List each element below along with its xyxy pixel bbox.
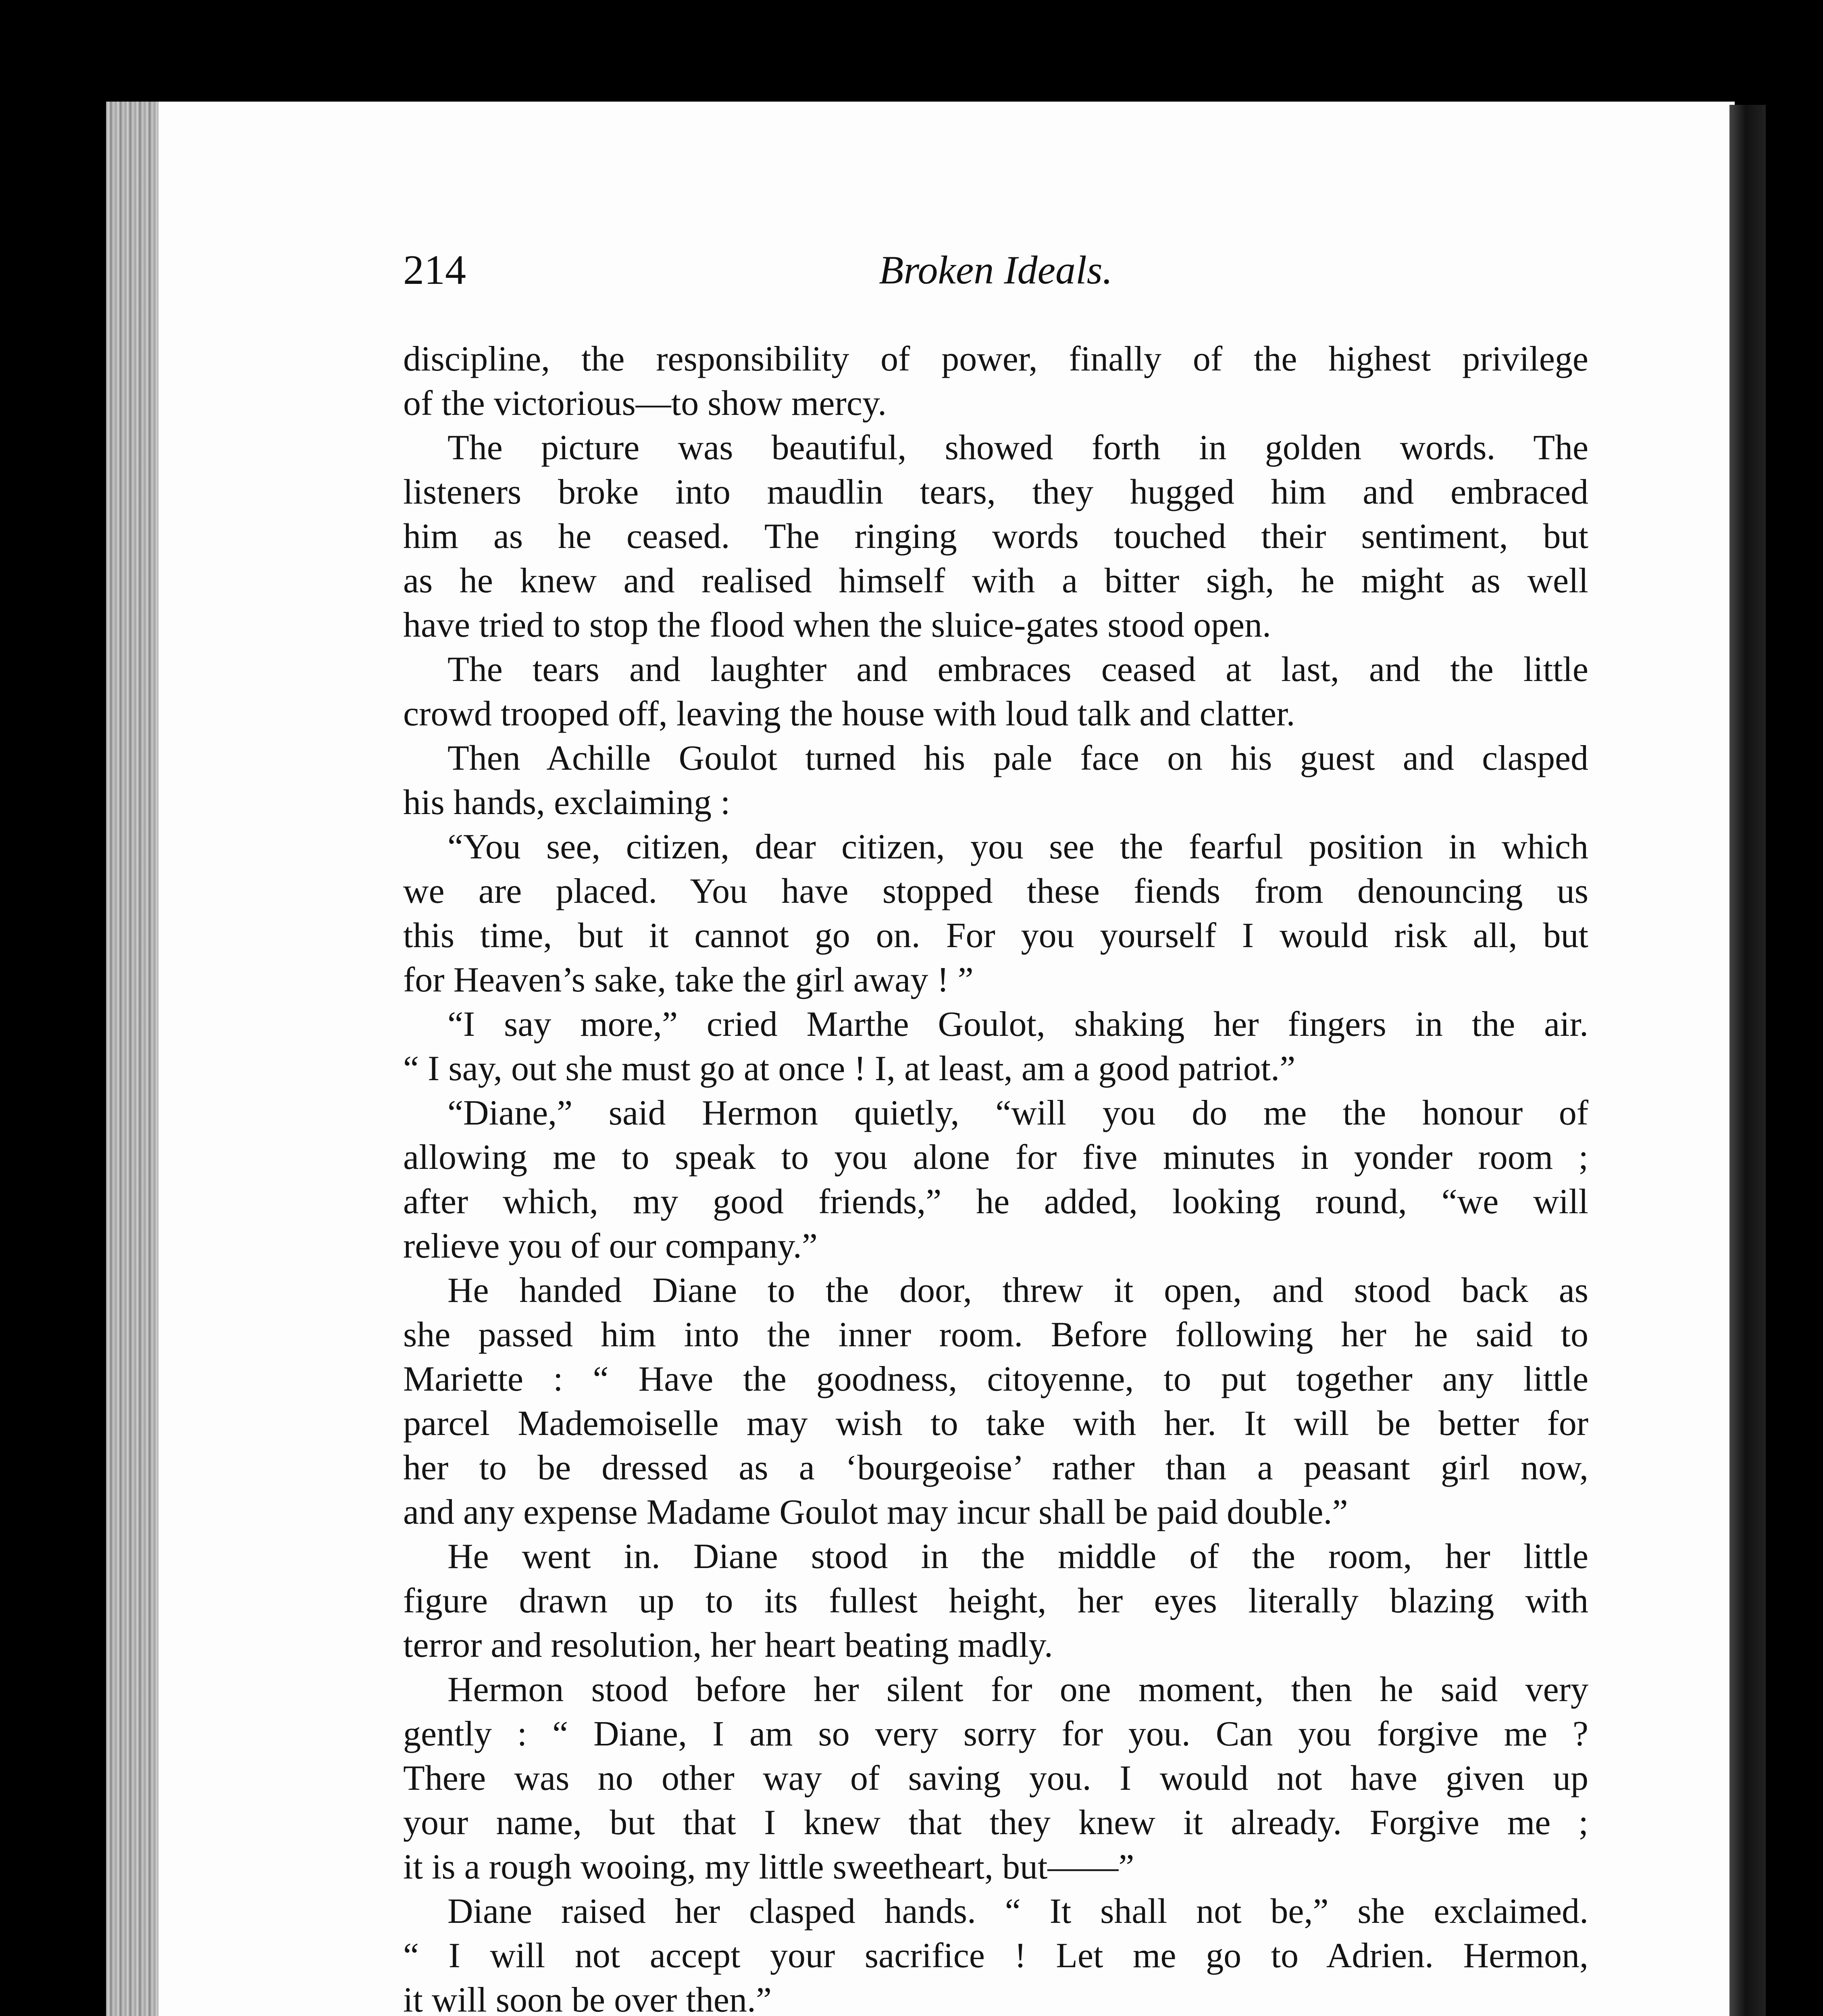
text-line: for Heaven’s sake, take the girl away ! ” bbox=[403, 960, 974, 1000]
text-line: Mariette : “ Have the goodness, citoyenne, to put together any little bbox=[403, 1360, 1588, 1399]
text-line: allowing me to speak to you alone for five minutes in yonder room ; bbox=[403, 1138, 1588, 1177]
text-line: she passed him into the inner room. Before following her he said to bbox=[403, 1315, 1588, 1354]
text-line: and any expense Madame Goulot may incur shall be paid double.” bbox=[403, 1493, 1348, 1532]
text-line: Diane raised her clasped hands. “ It shall not be,” she exclaimed. bbox=[447, 1892, 1588, 1931]
text-line: “You see, citizen, dear citizen, you see the fearful position in which bbox=[447, 827, 1588, 866]
text-line: “ I say, out she must go at once ! I, at least, am a good patriot.” bbox=[403, 1049, 1296, 1088]
text-line: “Diane,” said Hermon quietly, “will you do me the honour of bbox=[447, 1093, 1588, 1133]
text-line: as he knew and realised himself with a bitter sigh, he might as well bbox=[403, 561, 1588, 600]
page-header bbox=[403, 242, 1588, 298]
text-line: of the victorious—to show mercy. bbox=[403, 384, 887, 423]
text-line: figure drawn up to its fullest height, her eyes literally blazing with bbox=[403, 1581, 1588, 1620]
text-line: discipline, the responsibility of power, finally of the highest privilege bbox=[403, 339, 1588, 379]
page-number: 214 bbox=[403, 247, 466, 293]
text-line: crowd trooped off, leaving the house with loud talk and clatter. bbox=[403, 694, 1295, 733]
text-line: we are placed. You have stopped these fiends from denouncing us bbox=[403, 872, 1588, 911]
page-gutter-edge bbox=[106, 102, 158, 2016]
text-line: The tears and laughter and embraces ceased at last, and the little bbox=[447, 650, 1588, 689]
text-line: have tried to stop the flood when the sluice-gates stood open. bbox=[403, 606, 1272, 645]
text-line: “I say more,” cried Marthe Goulot, shaking her fingers in the air. bbox=[447, 1005, 1588, 1044]
text-line: her to be dressed as a ‘bourgeoise’ rather than a peasant girl now, bbox=[403, 1448, 1588, 1487]
text-line: listeners broke into maudlin tears, they hugged him and embraced bbox=[403, 473, 1588, 512]
text-line: this time, but it cannot go on. For you yourself I would risk all, but bbox=[403, 916, 1588, 955]
text-line: “ I will not accept your sacrifice ! Let me go to Adrien. Hermon, bbox=[403, 1936, 1588, 1975]
text-line: him as he ceased. The ringing words touched their sentiment, but bbox=[403, 517, 1588, 556]
running-title: Broken Ideals. bbox=[879, 248, 1113, 292]
text-line: He went in. Diane stood in the middle of the room, her little bbox=[447, 1537, 1588, 1576]
text-line: it is a rough wooing, my little sweetheart, but——” bbox=[403, 1847, 1134, 1887]
body-text bbox=[403, 337, 1588, 2016]
text-line: parcel Mademoiselle may wish to take with her. It will be better for bbox=[403, 1404, 1588, 1443]
text-line: terror and resolution, her heart beating madly. bbox=[403, 1626, 1053, 1665]
text-line: your name, but that I knew that they knew it already. Forgive me ; bbox=[403, 1803, 1588, 1842]
text-line: his hands, exclaiming : bbox=[403, 783, 730, 822]
page-right-edge bbox=[1729, 105, 1766, 2016]
text-line: He handed Diane to the door, threw it open, and stood back as bbox=[447, 1271, 1588, 1310]
text-line: The picture was beautiful, showed forth in golden words. The bbox=[447, 428, 1588, 467]
text-line: There was no other way of saving you. I would not have given up bbox=[403, 1759, 1588, 1798]
text-line: Hermon stood before her silent for one moment, then he said very bbox=[447, 1670, 1588, 1709]
text-line: it will soon be over then.” bbox=[403, 1981, 772, 2016]
text-line: after which, my good friends,” he added, looking round, “we will bbox=[403, 1182, 1588, 1221]
text-line: Then Achille Goulot turned his pale face on his guest and clasped bbox=[447, 739, 1588, 778]
text-line: relieve you of our company.” bbox=[403, 1227, 818, 1266]
text-line: gently : “ Diane, I am so very sorry for you. Can you forgive me ? bbox=[403, 1714, 1588, 1754]
